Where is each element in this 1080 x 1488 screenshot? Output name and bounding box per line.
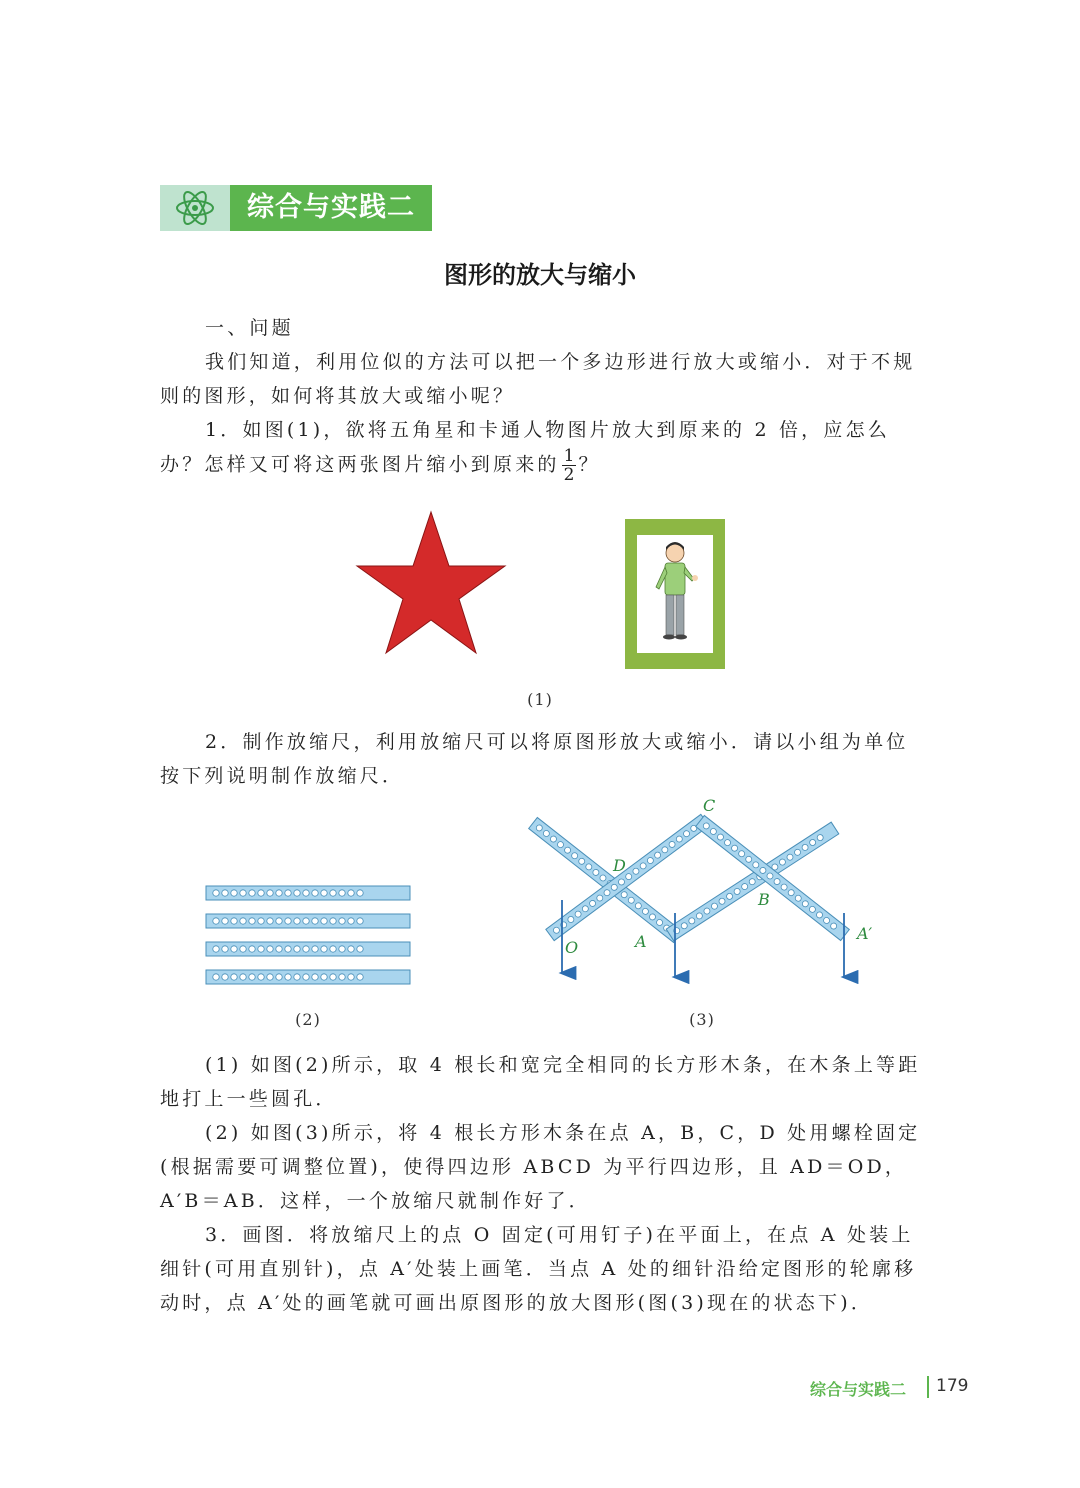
steps-block [160,1048,924,1320]
bar-hole [348,946,354,952]
step-2: (2) 如图(3)所示，将 4 根长方形木条在点 A，B，C，D 处用螺栓固定(根据需要可调整位置)，使得四边形 ABCD 为平行四边形，且 AD＝OD，A′B＝AB．这样，一个放缩尺就制作好了． [160,1122,921,1212]
label-b: B [758,890,770,909]
bar-hole [312,890,318,896]
label-a-prime: A′ [857,924,873,943]
bar-hole [294,918,300,924]
question-2: 2．制作放缩尺，利用放缩尺可以将原图形放大或缩小．请以小组为单位按下列说明制作放缩尺． [160,731,909,787]
bar-hole [294,890,300,896]
bar-hole [357,946,363,952]
pantograph-bar [666,822,839,941]
bar-hole [321,918,327,924]
bar-hole [348,918,354,924]
fraction-denominator: 2 [563,465,575,485]
bar-hole [339,974,345,980]
bar-hole [330,946,336,952]
bar-hole [240,946,246,952]
question-2-block [160,725,924,793]
label-o: O [565,938,579,957]
bar-hole [240,890,246,896]
bar-hole [321,890,327,896]
bar-hole [231,946,237,952]
bar-hole [303,918,309,924]
fraction-numerator: 1 [563,446,575,466]
bar-hole [285,918,291,924]
cartoon-picture-inner [637,535,713,653]
footer-section-label: 综合与实践二 [810,1380,907,1399]
bar-hole [294,974,300,980]
banner-icon-box [160,185,230,231]
bar-hole [267,918,273,924]
bar-hole [222,890,228,896]
question-1-end: ？ [578,453,601,476]
cartoon-boy-figure [637,535,713,653]
question-3: 3．画图．将放缩尺上的点 O 固定(可用钉子)在平面上，在点 A 处装上细针(可用直别针)，点 A′处装上画笔．当点 A 处的细针沿给定图形的轮廓移动时，点 A′处的画笔就可画出原图形的放大图形(图(3)现在的状态下)． [160,1224,917,1314]
bar-hole [222,974,228,980]
section-banner-label: 综合与实践二 [230,185,432,231]
bar-hole [285,890,291,896]
bar-hole [213,918,219,924]
bar-hole [312,946,318,952]
figure-2-caption: (2) [295,1010,321,1029]
section-heading: 一、问题 [205,317,294,339]
bar-hole [231,890,237,896]
bar-hole [249,946,255,952]
bar-hole [222,918,228,924]
bar-hole [267,946,273,952]
bar-hole [348,890,354,896]
bar-hole [321,946,327,952]
bar-hole [285,974,291,980]
bar-hole [258,946,264,952]
bar-hole [357,890,363,896]
fraction-one-half [562,447,577,484]
bar-hole [222,946,228,952]
pantograph-figure [525,795,873,990]
bar-hole [240,974,246,980]
bar-hole [240,918,246,924]
question-1-text: 1．如图(1)，欲将五角星和卡通人物图片放大到原来的 2 倍，应怎么办？怎样又可将这两张图片缩小到原来的 [160,419,890,476]
label-a: A [635,932,647,951]
page-title: 图形的放大与缩小 [444,261,636,289]
bar-hole [348,974,354,980]
bar-hole [231,918,237,924]
bar-hole [330,974,336,980]
bar-hole [312,918,318,924]
bar-hole [276,890,282,896]
figure-1-caption: (1) [527,690,553,709]
bar-hole [312,974,318,980]
bar-hole [321,974,327,980]
bar-hole [303,946,309,952]
pantograph-bar [529,817,683,942]
bar-hole [357,918,363,924]
figure-3-caption: (3) [689,1010,715,1029]
bar-hole [294,946,300,952]
bar-hole [213,974,219,980]
problem-section [160,311,924,484]
bar-hole [213,946,219,952]
atom-icon [173,188,217,228]
bar-hole [258,890,264,896]
question-1 [160,413,924,484]
footer-divider [927,1376,929,1398]
bar-hole [258,918,264,924]
bar-hole [258,974,264,980]
bar-hole [330,890,336,896]
bar-hole [249,918,255,924]
label-c: C [703,796,716,815]
bar-hole [339,890,345,896]
bar-hole [213,890,219,896]
four-wooden-bars-figure [204,884,412,988]
bar-hole [276,946,282,952]
label-d: D [613,856,626,875]
page-number: 179 [936,1376,969,1396]
bar-hole [276,974,282,980]
bar-hole [303,974,309,980]
bar-hole [330,918,336,924]
bar-hole [267,974,273,980]
bar-hole [267,890,273,896]
bar-hole [303,890,309,896]
step-1: (1) 如图(2)所示，取 4 根长和宽完全相同的长方形木条，在木条上等距地打上一些圆孔． [160,1054,921,1110]
bar-hole [231,974,237,980]
bar-hole [339,918,345,924]
bar-hole [249,890,255,896]
bar-hole [357,974,363,980]
bar-hole [285,946,291,952]
intro-paragraph: 我们知道，利用位似的方法可以把一个多边形进行放大或缩小．对于不规则的图形，如何将其放大或缩小呢？ [160,351,916,407]
bar-hole [276,918,282,924]
cartoon-picture-frame [625,519,725,669]
bar-hole [339,946,345,952]
red-star-figure [355,510,507,655]
bar-hole [249,974,255,980]
